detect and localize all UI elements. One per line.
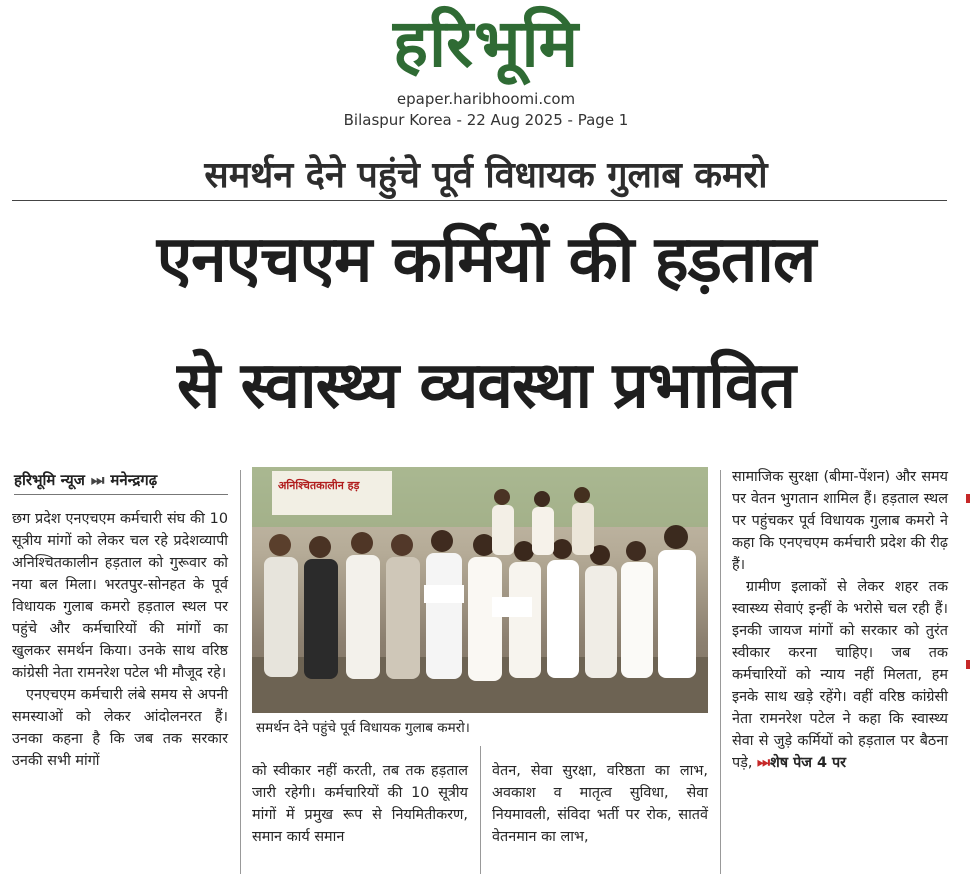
byline [14, 470, 228, 495]
news-photo [252, 467, 708, 713]
edition-info: Bilaspur Korea - 22 Aug 2025 - Page 1 [343, 111, 629, 129]
article-column-4 [732, 466, 948, 774]
column-4-paragraph-2-text: ग्रामीण इलाकों से लेकर शहर तक स्वास्थ्य सेवाएं इन्हीं के भरोसे चल रही हैं। इनकी जायज मांगों को सरकार को तुरंत स्वीकार करना चाहिए। जब तक कर्मचारियों को न्याय नहीं मिलता, हम इनके साथ खड़े रहेंगे। वहीं वरिष्ठ कांग्रेसी नेता रामनरेश पटेल ने कहा कि स्वास्थ्य सेवा से जुड़े कर्मियों को हड़ताल पर बैठना पड़े, [732, 579, 948, 771]
column-4-paragraph-2 [732, 576, 948, 774]
article-kicker: समर्थन देने पहुंचे पूर्व विधायक गुलाब कमरो [204, 155, 768, 196]
article-column-1 [12, 508, 228, 772]
site-url[interactable]: epaper.haribhoomi.com [396, 90, 576, 108]
kicker-rule [12, 200, 947, 201]
headline-line-1: एनएचएम कर्मियों की हड़ताल [156, 223, 816, 297]
photo-banner: अनिश्चितकालीन हड़ [278, 479, 360, 492]
column-divider [240, 470, 241, 874]
column-4-paragraph-1: सामाजिक सुरक्षा (बीमा-पेंशन) और समय पर वेतन भुगतान शामिल हैं। हड़ताल स्थल पर पहुंचकर पूर्व विधायक गुलाब कमरो ने कहा कि एनएचएम कर्मचारी प्रदेश की रीढ़ हैं। [732, 469, 948, 573]
adjacent-column-edge [966, 660, 970, 669]
column-1-paragraph-1: छग प्रदेश एनएचएम कर्मचारी संघ की 10 सूत्रीय मांगों को लेकर चल रहे प्रदेशव्यापी अनिश्चितकालीन हड़ताल को गुरूवार को नया बल मिला। भरतपुर-सोनहत के पूर्व विधायक गुलाब कमरो हड़ताल स्थल पर पहुंचे और कर्मचारियों की मांगों का खुलकर समर्थन किया। उनके साथ वरिष्ठ कांग्रेसी नेता रामनरेश पटेल भी मौजूद रहे। [12, 511, 228, 681]
headline-line-2: से स्वास्थ्य व्यवस्था प्रभावित [177, 349, 795, 423]
byline-source: हरिभूमि न्यूज [14, 471, 85, 489]
byline-place: मनेन्द्रगढ़ [110, 471, 158, 489]
photo-caption: समर्थन देने पहुंचे पूर्व विधायक गुलाब कमरो। [256, 720, 470, 736]
column-3-text: वेतन, सेवा सुरक्षा, वरिष्ठता का लाभ, अवकाश व मातृत्व सुविधा, सेवा नियमावली, संविदा भर्ती पर रोक, सातवें वेतनमान का लाभ, [492, 763, 708, 845]
article-column-3 [492, 760, 708, 848]
fast-forward-icon: ⏭ [757, 755, 770, 771]
column-2-text: को स्वीकार नहीं करती, तब तक हड़ताल जारी रहेगी। कर्मचारियों की 10 सूत्रीय मांगों में प्रमुख रूप से नियमितीकरण, समान कार्य समान [252, 763, 468, 845]
masthead-logo: हरिभूमि [392, 5, 580, 82]
column-1-paragraph-2: एनएचएम कर्मचारी लंबे समय से अपनी समस्याओं को लेकर आंदोलनरत हैं। उनका कहना है कि जब तक सरकार उनकी सभी मांगों [12, 687, 228, 769]
fast-forward-icon: ⏭ [90, 471, 105, 489]
column-divider [720, 470, 721, 874]
continued-on-page[interactable]: शेष पेज 4 पर [769, 755, 847, 771]
column-divider [480, 746, 481, 874]
article-column-2 [252, 760, 468, 848]
adjacent-column-edge [966, 494, 970, 503]
